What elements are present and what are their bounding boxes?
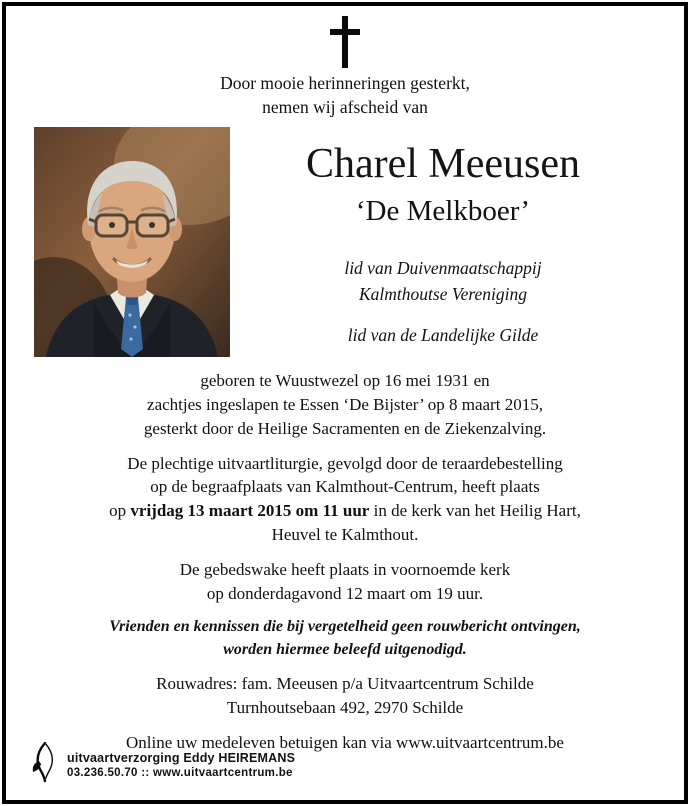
membership-1-line-1: lid van Duivenmaatschappij (344, 258, 542, 279)
funeral-home-contact: 03.236.50.70 :: www.uitvaartcentrum.be (67, 766, 293, 779)
p2-line-3-prefix: op (109, 501, 131, 521)
p1-line-1: geboren te Wuustwezel op 16 mei 1931 en (200, 371, 490, 391)
intro-text (6, 72, 684, 119)
p1-line-2: zachtjes ingeslapen te Essen ‘De Bijster’ op 8 maart 2015, (147, 395, 543, 415)
header-row (6, 127, 684, 357)
p4-line-2: worden hiermee beleefd uitgenodigd. (223, 640, 467, 658)
paragraph-funeral-service (36, 452, 654, 547)
death-announcement-page (2, 2, 688, 804)
funeral-home-logo-icon (30, 741, 60, 788)
name-block (230, 127, 656, 348)
deceased-name: Charel Meeusen (305, 141, 581, 188)
p2-line-1: De plechtige uitvaartliturgie, gevolgd door de teraardebestelling (127, 453, 563, 473)
announcement-body (6, 369, 684, 754)
portrait-photo (34, 127, 230, 357)
p2-line-4: Heuvel te Kalmthout. (271, 525, 419, 545)
membership-2: lid van de Landelijke Gilde (347, 325, 539, 346)
paragraph-mourning-address (36, 672, 654, 720)
deceased-nickname: ‘De Melkboer’ (355, 195, 531, 228)
membership-1-line-2: Kalmthoutse Vereniging (358, 283, 528, 304)
paragraph-online-condolence: Online uw medeleven betuigen kan via www.uitvaartcentrum.be (126, 732, 564, 752)
intro-line-2: nemen wij afscheid van (262, 96, 428, 117)
intro-line-1: Door mooie herinneringen gesterkt, (220, 73, 470, 93)
footer-text (67, 751, 295, 779)
cross-icon (6, 16, 684, 68)
p5-line-1: Rouwadres: fam. Meeusen p/a Uitvaartcentrum Schilde (156, 674, 534, 694)
paragraph-vigil (36, 558, 654, 606)
p4-line-1: Vrienden en kennissen die bij vergetelheid geen rouwbericht ontvingen, (109, 618, 581, 636)
funeral-home-name: uitvaartverzorging Eddy HEIREMANS (67, 750, 296, 765)
p2-line-3-suffix: in de kerk van het Heilig Hart, (369, 501, 581, 521)
p3-line-1: De gebedswake heeft plaats in voornoemde kerk (179, 559, 511, 579)
p2-line-3 (36, 499, 654, 523)
memberships (230, 256, 656, 348)
paragraph-invitation (36, 616, 654, 661)
paragraph-birth-death (36, 369, 654, 440)
p2-line-2: op de begraafplaats van Kalmthout-Centrum, heeft plaats (150, 477, 540, 497)
funeral-date-time: vrijdag 13 maart 2015 om 11 uur (130, 501, 370, 521)
funeral-home-footer (30, 741, 295, 788)
p3-line-2: op donderdagavond 12 maart om 19 uur. (206, 583, 484, 603)
p1-line-3: gesterkt door de Heilige Sacramenten en de Ziekenzalving. (143, 418, 547, 438)
p5-line-2: Turnhoutsebaan 492, 2970 Schilde (226, 698, 464, 717)
